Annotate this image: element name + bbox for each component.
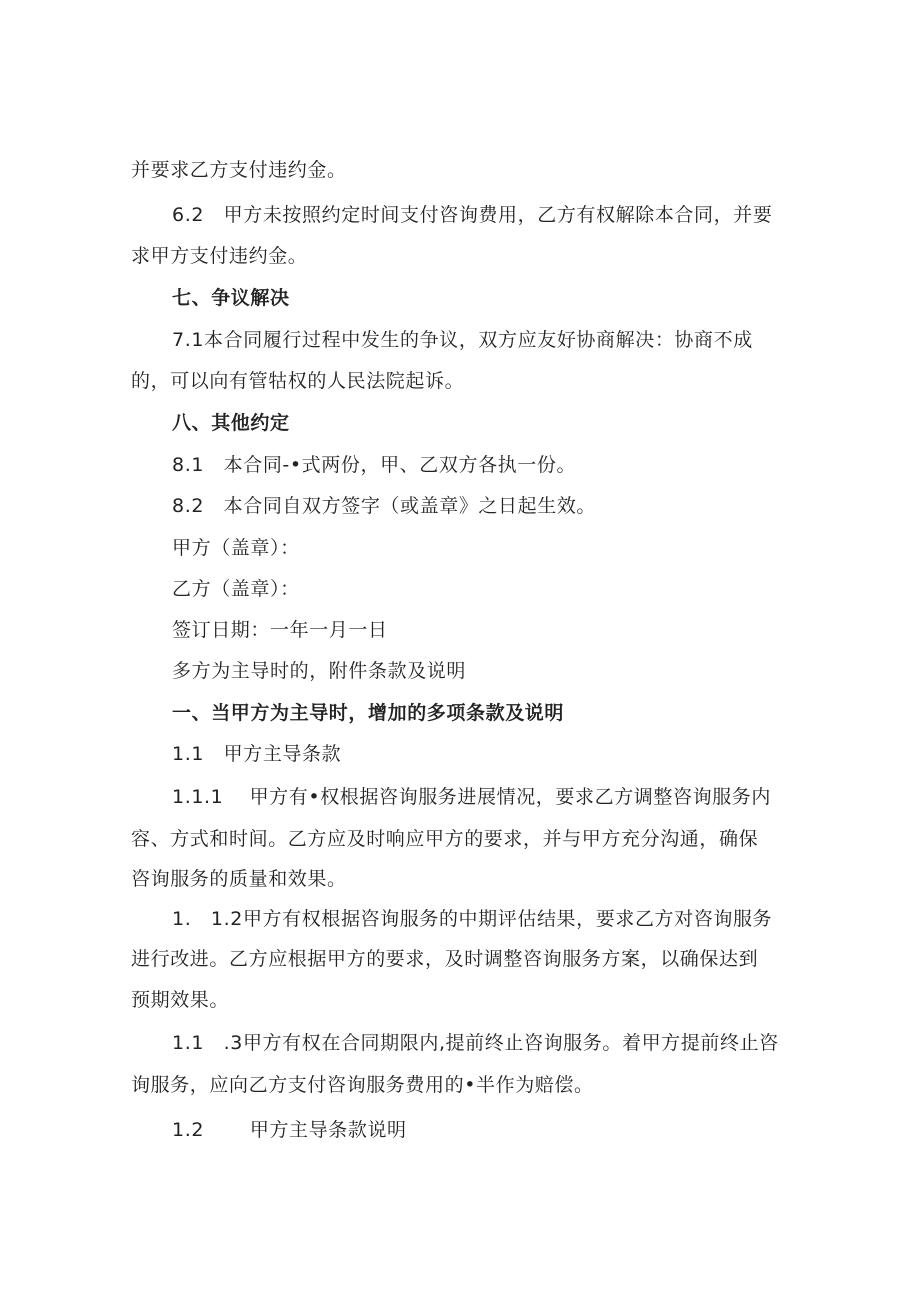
clause-1-1-2-line1: 1. 1.2甲方有权根据咨询服务的中期评估结果，要求乙方对咨询服务 [172, 908, 773, 930]
clause-7-1-line1: 7.1本合同履行过程中发生的争议，双方应友好协商解决：协商不成 [172, 329, 753, 351]
clause-1-2: 1.2 甲方主导条款说明 [172, 1119, 407, 1141]
para-6-1-tail: 并要求乙方支付违约金。 [131, 159, 347, 181]
clause-1-1-3-line2: 询服务，应向乙方支付咨询服务费用的•半作为赔偿。 [131, 1074, 594, 1096]
clause-1-1-1-line2: 容、方式和时间。乙方应及时响应甲方的要求，并与甲方充分沟通，确保 [131, 828, 759, 850]
clause-6-2-line1: 6.2 甲方未按照约定时间支付咨询费用，乙方有权解除本合同，并要 [172, 204, 773, 226]
appendix-title: 多方为主导时的，附件条款及说明 [172, 660, 467, 682]
clause-1-1-2-line2: 进行改进。乙方应根据甲方的要求，及时调整咨询服务方案，以确保达到 [131, 948, 759, 970]
party-a-seal: 甲方（盖章）： [172, 537, 300, 559]
clause-1-1: 1.1 甲方主导条款 [172, 743, 342, 765]
clause-1-1-3-line1: 1.1 .3甲方有权在合同期限内,提前终止咨询服务。着甲方提前终止咨 [172, 1032, 779, 1054]
clause-7-1-line2: 的，可以向有管牯权的人民法院起诉。 [131, 370, 465, 392]
clause-1-1-1-line1: 1.1.1 甲方有•权根据咨询服务进展情况，要求乙方调整咨询服务内 [172, 786, 771, 808]
party-b-seal: 乙方（盖章）： [172, 578, 300, 600]
signing-date: 签订日期：一年一月一日 [172, 619, 388, 641]
heading-section-7: 七、争议解决 [172, 287, 290, 309]
clause-8-1: 8.1 本合同-•式两份，甲、乙双方各执一份。 [172, 454, 577, 476]
heading-section-8: 八、其他约定 [172, 412, 290, 434]
heading-appendix-1: 一、当甲方为主导时，增加的多项条款及说明 [172, 702, 565, 724]
clause-6-2-line2: 求甲方支付违约金。 [131, 245, 308, 267]
clause-1-1-2-line3: 预期效果。 [131, 989, 230, 1011]
clause-1-1-1-line3: 咨询服务的质量和效果。 [131, 868, 347, 890]
clause-8-2: 8.2 本合同自双方签字（或盖章》之日起生效。 [172, 495, 597, 517]
